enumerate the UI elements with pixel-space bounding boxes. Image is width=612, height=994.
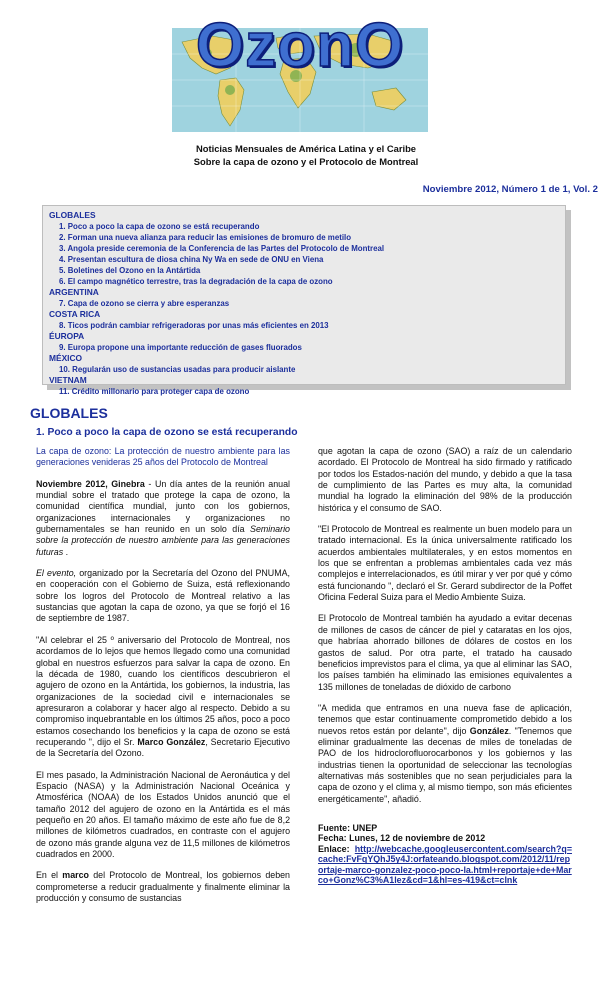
toc-item[interactable]: 4. Presentan escultura de diosa china Ny Wa en sede de ONU en Viena	[59, 255, 324, 264]
toc-item[interactable]: 1. Poco a poco la capa de ozono se está recuperando	[59, 222, 260, 231]
paragraph: que agotan la capa de ozono (SAO) a raíz de un calendario acordado. El Protocolo de Montreal ha sido firmado y ratificado por todos los Estados-nación del mundo, y debido a que la tasa de cumplimiento de las Partes es muy alta, la comunidad mundial ha logrado la eliminación del 98% de la producción histórica y el consumo de SAO.	[318, 446, 572, 513]
masthead	[172, 10, 428, 138]
toc-item[interactable]: 11. Crédito millonario para proteger capa de ozono	[59, 387, 250, 396]
source-line: Fuente: UNEP	[318, 822, 378, 833]
source-link[interactable]: http://webcache.googleusercontent.com/search?q=cache:FvFqYQhJ5y4J:orfateando.blogspot.com/2012/11/reportaje-marco-gonzalez-poco-poco-la.html+reportaje+de+Marco+Gonz%C3%A1lez&cd=1&hl=es-419&ct=clnk	[318, 843, 572, 886]
toc-item[interactable]: 6. El campo magnético terrestre, tras la degradación de la capa de ozono	[59, 277, 333, 286]
toc-group-mexico: MÉXICO	[49, 353, 83, 363]
toc-item[interactable]: 9. Europa propone una importante reducción de gases fluorados	[59, 343, 302, 352]
toc-item[interactable]: 5. Boletines del Ozono en la Antártida	[59, 266, 201, 275]
paragraph: "Al celebrar el 25 º aniversario del Protocolo de Montreal, nos acordamos de lo lejos que hemos llegado como una comunidad global en nuestros esfuerzos para salvar la capa de ozono. En la década de 1980, cuando los científicos descubrieron el agujero de ozono en la Antártida, los gobiernos, la industria, las organizaciones de la sociedad civil e internacionales se apresuraron a colaborar y hacer algo al respecto. Debido a su compromiso inquebrantable en los últimos 25 años, poco a poco estamos cosechando los beneficios y la capa de ozono se está recuperando ", dijo el Sr. Marco González, Secretario Ejecutivo de la Secretaría del Ozono.	[36, 634, 290, 759]
paragraph: "A medida que entramos en una nueva fase de aplicación, tenemos que estar continuamente comprometido debido a los nuevos retos están por delante", dijo González. "Tenemos que eliminar gradualmente las decenas de miles de toneladas de PAO de los hidroclorofluorocarbonos y los gobiernos y las industrias tienen la oportunidad de seleccionar las tecnologías alternativas más sostenibles que no sean perjudiciales para la capa de ozono y el clima y, al mismo tiempo, son más eficientes energéticamente", añadió.	[318, 702, 572, 804]
person-name: Marco González	[137, 736, 206, 747]
masthead-tagline	[0, 143, 612, 168]
article-title: 1. Poco a poco la capa de ozono se está recuperando	[36, 427, 298, 438]
paragraph: El Protocolo de Montreal también ha ayudado a evitar decenas de millones de casos de cáncer de piel y cataratas en los ojos, que habríaa ahorrado billones de dólares de costos en los gastos de salud. Por otra parte, el tratado ha causado beneficios imprevistos para el clima, ya que al eliminar las SAO, los países también ha eliminado las emisiones equivalentes a 135 millones de toneladas de dióxido de carbono	[318, 613, 572, 692]
toc-group-vietnam: VIETNAM	[49, 375, 87, 385]
article-column-left	[36, 446, 290, 914]
logo: OzonO	[195, 11, 405, 80]
paragraph: "El Protocolo de Montreal es realmente un buen modelo para un tratado internacional. Es la única universalmente ratificado los acuerdos ambientales multilaterales, y en estos momentos en los que se enfrentan a problemas ambientales cada vez más complejos e interrelacionados, es útil mirar y ver por qué y cómo está funcionando ", declaró el Sr. Gerard subdirector de la Poffet Oficina Federal Suiza para el Medio Ambiente Suiza.	[318, 524, 572, 603]
article-lead: La capa de ozono: La protección de nuestro ambiente para las generaciones venideras 25 años del Protocolo de Montreal	[36, 446, 290, 468]
paragraph: En el marco del Protocolo de Montreal, los gobiernos deben comprometerse a reducir gradualmente y finalmente eliminar la producción y consumo de sustancias	[36, 870, 290, 904]
toc-item[interactable]: 3. Angola preside ceremonia de la Conferencia de las Partes del Protocolo de Montreal	[59, 244, 385, 253]
toc-group-globales: GLOBALES	[49, 210, 96, 220]
dateline: Noviembre 2012, Ginebra	[36, 478, 145, 489]
table-of-contents	[42, 205, 566, 396]
link-line: Enlace: http://webcache.googleusercontent.com/search?q=cache:FvFqYQhJ5y4J:orfateando.blogspot.com/2012/11/reportaje-marco-gonzalez-poco-poco-la.html+reportaje+de+Marco+Gonz%C3%A1lez&cd=1&hl=es-419&ct=clnk	[318, 843, 572, 886]
toc-item[interactable]: 8. Ticos podrán cambiar refrigeradoras por unas más eficientes en 2013	[59, 321, 329, 330]
issue-info: Noviembre 2012, Número 1 de 1, Vol. 2	[422, 184, 598, 195]
toc-group-argentina: ARGENTINA	[49, 287, 99, 297]
article-source	[318, 823, 572, 886]
article-column-right	[318, 446, 572, 886]
toc-item[interactable]: 7. Capa de ozono se cierra y abre esperanzas	[59, 299, 230, 308]
toc-item[interactable]: 10. Regularán uso de sustancias usadas para producir aislante	[59, 365, 296, 374]
paragraph: El mes pasado, la Administración Nacional de Aeronáutica y del Espacio (NASA) y la Administración Nacional Oceánica y Atmosférica (NOAA) de los Estados Unidos anunció que el tamaño 2012 del agujero de ozono en la Antártida es el más pequeño en 20 años. El tamaño máximo de este año fue de 8,2 millones de kilómetros cuadrados, en contraste con el agujero de ozono más grande alguna vez de 11,5 millones de kilómetros cuadrados en 2000.	[36, 769, 290, 859]
toc-group-europa: ÉUROPA	[49, 331, 85, 341]
paragraph: El evento, organizado por la Secretaría del Ozono del PNUMA, en cooperación con el Gobierno de Suiza, está reflexionando sobre los logros del Protocolo de Montreal relativo a las sustancias que agotan la capa de ozono, ya que se forjó el 16 de septiembre de 1987.	[36, 568, 290, 624]
toc-group-costa-rica: COSTA RICA	[49, 309, 101, 319]
section-title: GLOBALES	[30, 405, 108, 421]
toc-item[interactable]: 2. Forman una nueva alianza para reducir las emisiones de bromuro de metilo	[59, 233, 352, 242]
tagline-line-1: Noticias Mensuales de América Latina y el Caribe	[195, 143, 417, 154]
person-name: González	[469, 725, 509, 736]
date-line: Fecha: Lunes, 12 de noviembre de 2012	[318, 833, 486, 844]
paragraph: Noviembre 2012, Ginebra - Un día antes de la reunión anual mundial sobre el tratado que protege la capa de ozono, la comunidad científica mundial, junto con los gobiernos, organizaciones internacionales y organizaciones no gubernamentales se han reunido en un solo día Seminario sobre la protección de nuestro ambiente para las generaciones futuras .	[36, 478, 290, 557]
tagline-line-2: Sobre la capa de ozono y el Protocolo de Montreal	[193, 155, 419, 167]
